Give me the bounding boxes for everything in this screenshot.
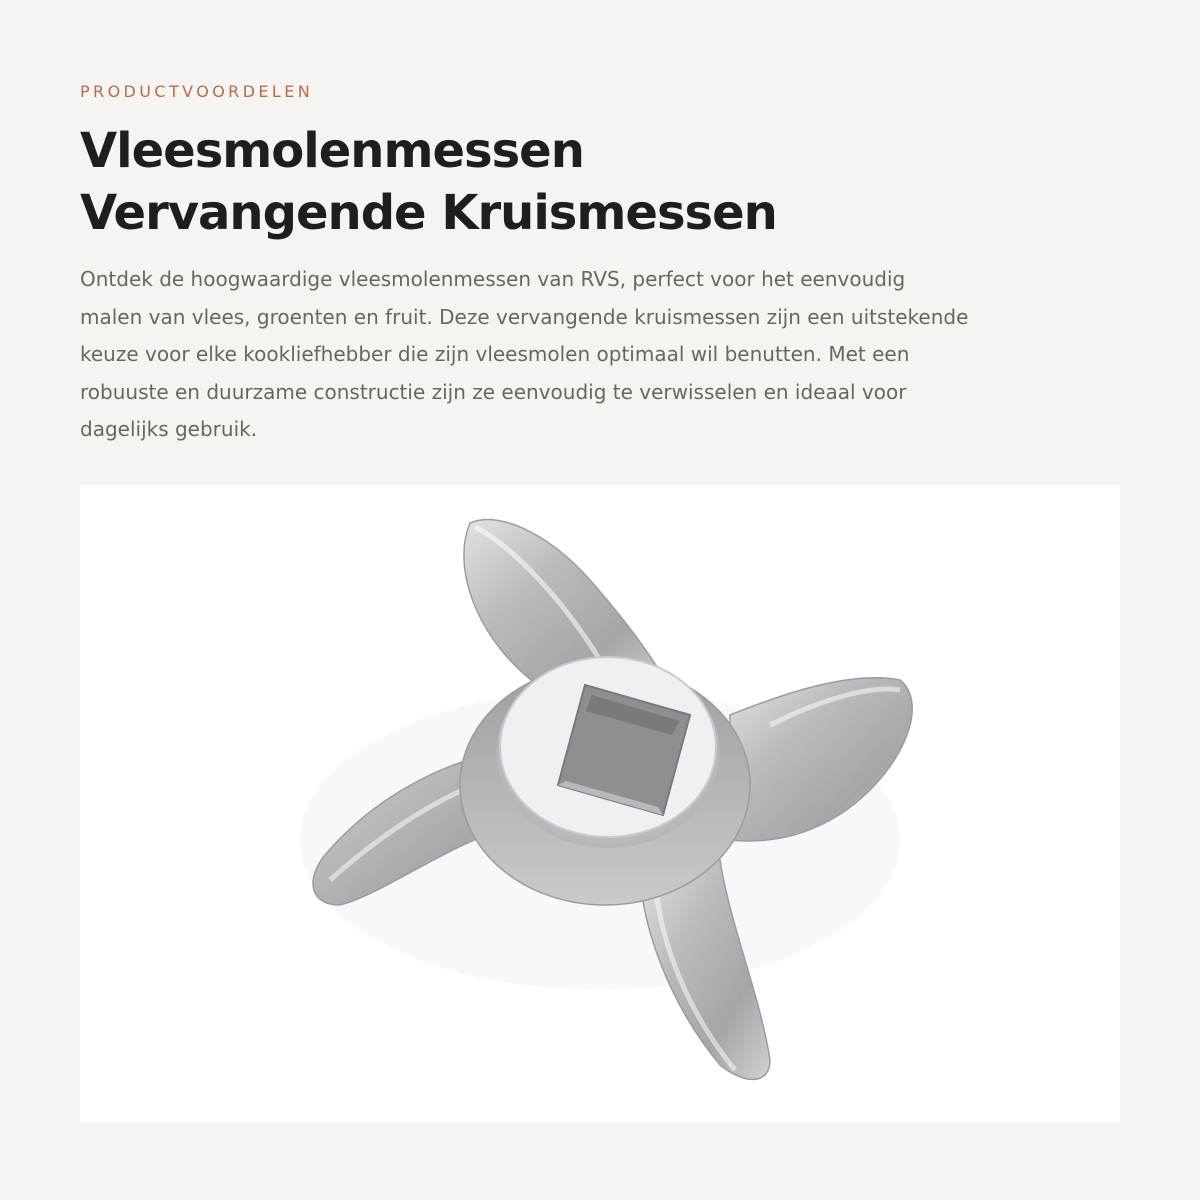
description-line: dagelijks gebruik. [80,417,258,441]
title-line: Vleesmolenmessen [80,123,584,179]
section-title [80,120,777,244]
description-line: robuuste en duurzame constructie zijn ze eenvoudig te verwisselen en ideaal voor [80,379,907,404]
description-line: keuze voor elke kookliefhebber die zijn vleesmolen optimaal wil benutten. Met een [80,342,910,366]
description-line: malen van vlees, groenten en fruit. Deze vervangende kruismessen zijn een uitstekende [80,304,969,329]
section-description [80,261,1080,449]
product-image [80,485,1120,1122]
description-line: Ontdek de hoogwaardige vleesmolenmessen van RVS, perfect voor het eenvoudig [80,267,906,291]
title-line: Vervangende Kruismessen [80,185,777,241]
section-eyebrow: PRODUCTVOORDELEN [80,82,314,101]
cross-blade-icon [80,485,1120,1122]
